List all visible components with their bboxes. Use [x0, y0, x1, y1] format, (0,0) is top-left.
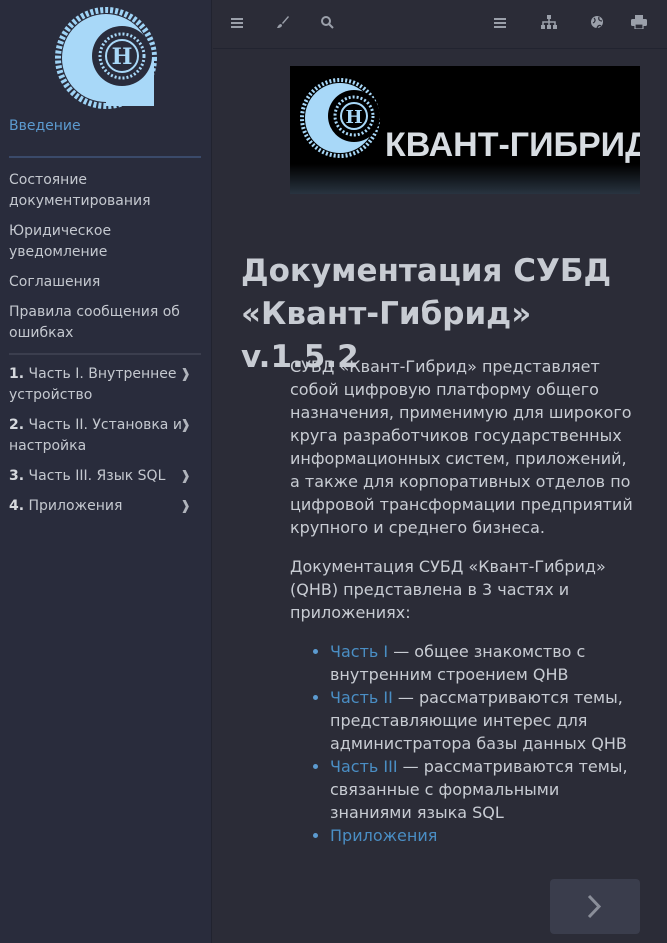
logo-letter: H: [111, 44, 133, 70]
list-item: [330, 824, 640, 847]
list-item: [330, 686, 640, 755]
sidebar-item-part1[interactable]: [0, 364, 211, 406]
sidebar-divider: [9, 156, 201, 158]
chapter-number: 2.: [9, 417, 25, 433]
part1-link[interactable]: Часть I: [330, 642, 389, 661]
chapter-number: 4.: [9, 498, 25, 514]
brush-icon[interactable]: [270, 12, 296, 36]
chevron-right-icon[interactable]: ❱: [180, 499, 191, 514]
sidebar-item-label: Соглашения: [9, 274, 101, 290]
appendices-link[interactable]: Приложения: [330, 826, 438, 845]
qhb-logo[interactable]: [54, 6, 158, 110]
sidebar-divider: [9, 353, 201, 355]
sidebar-item-doc-status[interactable]: [0, 170, 211, 212]
sidebar-item-part3[interactable]: [0, 466, 211, 487]
sidebar-item-bug-reporting[interactable]: [0, 302, 211, 344]
sitemap-icon[interactable]: [536, 12, 562, 36]
chapter-label: Приложения: [28, 498, 123, 514]
sidebar-item-label: Состояние документирования: [9, 172, 151, 209]
sidebar-item-label: Правила сообщения об ошибках: [9, 304, 180, 341]
sidebar-item-appendices[interactable]: [0, 496, 211, 517]
next-page-button[interactable]: [550, 879, 640, 934]
part3-link[interactable]: Часть III: [330, 757, 398, 776]
chevron-right-icon: [550, 879, 640, 934]
product-banner: [290, 66, 640, 194]
parts-paragraph: Документация СУБД «Квант-Гибрид» (QHB) представлена в 3 частях и приложениях:: [290, 557, 606, 622]
chapter-number: 1.: [9, 366, 25, 382]
sidebar-logo-area: [0, 0, 211, 116]
sidebar: [0, 0, 212, 943]
menu-icon[interactable]: [225, 12, 251, 36]
chevron-right-icon[interactable]: ❱: [180, 418, 191, 433]
parts-list: [290, 640, 640, 847]
top-toolbar: [213, 0, 667, 49]
sidebar-item-label: Юридическое уведомление: [9, 223, 112, 260]
banner-logo-letter: H: [345, 107, 363, 128]
list-icon[interactable]: [488, 12, 514, 36]
chapter-number: 3.: [9, 468, 25, 484]
sidebar-nav: [0, 116, 211, 517]
sidebar-item-legal[interactable]: [0, 221, 211, 263]
search-icon[interactable]: [314, 12, 340, 36]
page-title: Документация СУБД «Квант-Гибрид» v.1.5.2: [241, 253, 612, 375]
chevron-right-icon[interactable]: ❱: [180, 367, 191, 382]
page-body: [290, 355, 640, 847]
sidebar-item-conventions[interactable]: [0, 272, 211, 293]
list-item-text: — рассматриваются темы, связанные с формальными знаниями языка SQL: [330, 757, 628, 822]
chevron-right-icon[interactable]: ❱: [180, 469, 191, 484]
sidebar-item-label: Введение: [9, 118, 81, 134]
banner-title: КВАНТ-ГИБРИД: [385, 126, 640, 164]
list-item: [330, 640, 640, 686]
list-item-text: — рассматриваются темы, представляющие интерес для администратора базы данных QHB: [330, 688, 627, 753]
globe-icon[interactable]: [584, 12, 610, 36]
list-item: [330, 755, 640, 824]
chapter-label: Часть I. Внутреннее устройство: [9, 366, 177, 403]
part2-link[interactable]: Часть II: [330, 688, 393, 707]
sidebar-item-part2[interactable]: [0, 415, 211, 457]
chapter-label: Часть III. Язык SQL: [28, 468, 166, 484]
banner-logo: [290, 66, 640, 194]
sidebar-item-intro[interactable]: [0, 116, 211, 144]
print-icon[interactable]: [626, 12, 652, 36]
list-item-text: — общее знакомство с внутренним строением QHB: [330, 642, 586, 684]
chapter-label: Часть II. Установка и настройка: [9, 417, 182, 454]
main-content: [213, 50, 667, 943]
intro-paragraph: СУБД «Квант-Гибрид» представляет собой цифровую платформу общего назначения, применимую для широкого круга разработчиков государственных информационных систем, приложений, а также для корпоративных отделов по цифровой трансформации предприятий крупного и среднего бизнеса.: [290, 357, 633, 537]
